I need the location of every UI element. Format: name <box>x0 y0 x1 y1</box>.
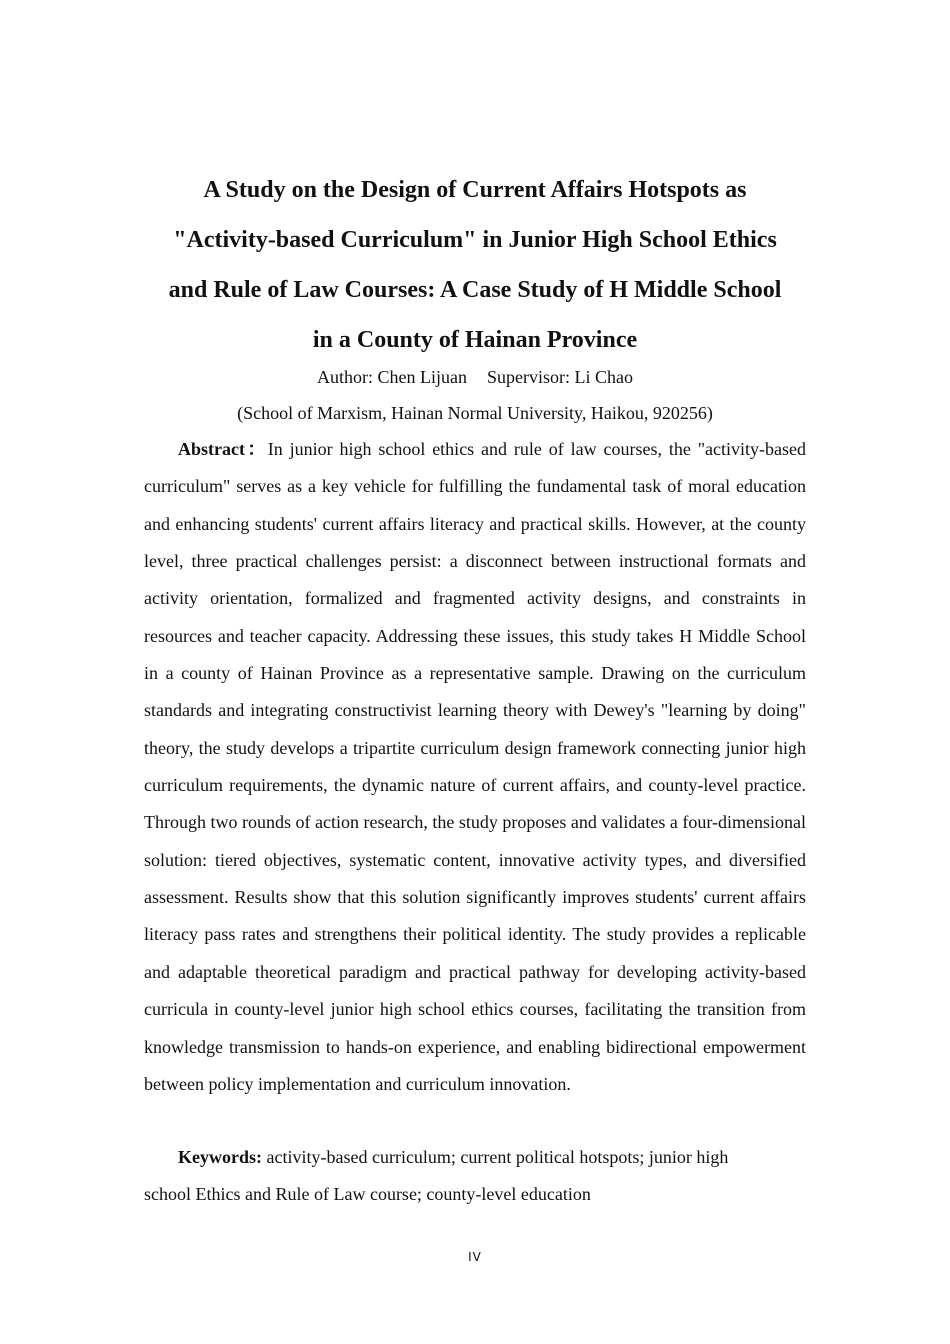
title-line-2: "Activity-based Curriculum" in Junior High School Ethics <box>173 227 777 253</box>
abstract-label: Abstract： <box>178 439 268 459</box>
supervisor-name: Supervisor: Li Chao <box>486 367 633 387</box>
author-name: Author: Chen Lijuan <box>317 367 467 387</box>
keywords-label: Keywords: <box>178 1147 262 1167</box>
keywords-paragraph <box>144 1139 806 1213</box>
affiliation: (School of Marxism, Hainan Normal University, Haikou, 920256) <box>237 403 713 423</box>
paper-title <box>140 165 810 365</box>
title-line-4: in a County of Hainan Province <box>312 327 638 353</box>
abstract-text: In junior high school ethics and rule of law courses, the "activity-based curriculum" serves as a key vehicle for fulfilling the fundamental task of moral education and enhancing students' current affairs literacy and practical skills. However, at the county level, three practical challenges persist: a disconnect between instructional formats and activity orientation, formalized and fragmented activity designs, and constraints in resources and teacher capacity. Addressing these issues, this study takes H Middle School in a county of Hainan Province as a representative sample. Drawing on the curriculum standards and integrating constructivist learning theory with Dewey's "learning by doing" theory, the study develops a tripartite curriculum design framework connecting junior high curriculum requirements, the dynamic nature of current affairs, and county-level practice. Through two rounds of action research, the study proposes and validates a four-dimensional solution: tiered objectives, systematic content, innovative activity types, and diversified assessment. Results show that this solution significantly improves students' current affairs literacy pass rates and strengthens their political identity. The study provides a replicable and adaptable theoretical paradigm and practical pathway for developing activity-based curricula in county-level junior high school ethics courses, facilitating the transition from knowledge transmission to hands-on experience, and enabling bidirectional empowerment between policy implementation and curriculum innovation. <box>144 439 807 1094</box>
page-number: IV <box>468 1250 482 1264</box>
title-line-1: A Study on the Design of Current Affairs Hotspots as <box>203 177 747 203</box>
keywords-text-1: activity-based curriculum; current political hotspots; junior high <box>266 1147 729 1167</box>
author-line <box>0 364 950 390</box>
title-line-3: and Rule of Law Courses: A Case Study of H Middle School <box>168 277 782 303</box>
abstract-paragraph <box>144 431 806 1103</box>
keywords-line-2: school Ethics and Rule of Law course; county-level education <box>144 1184 591 1204</box>
keywords-line-1 <box>144 1139 806 1176</box>
